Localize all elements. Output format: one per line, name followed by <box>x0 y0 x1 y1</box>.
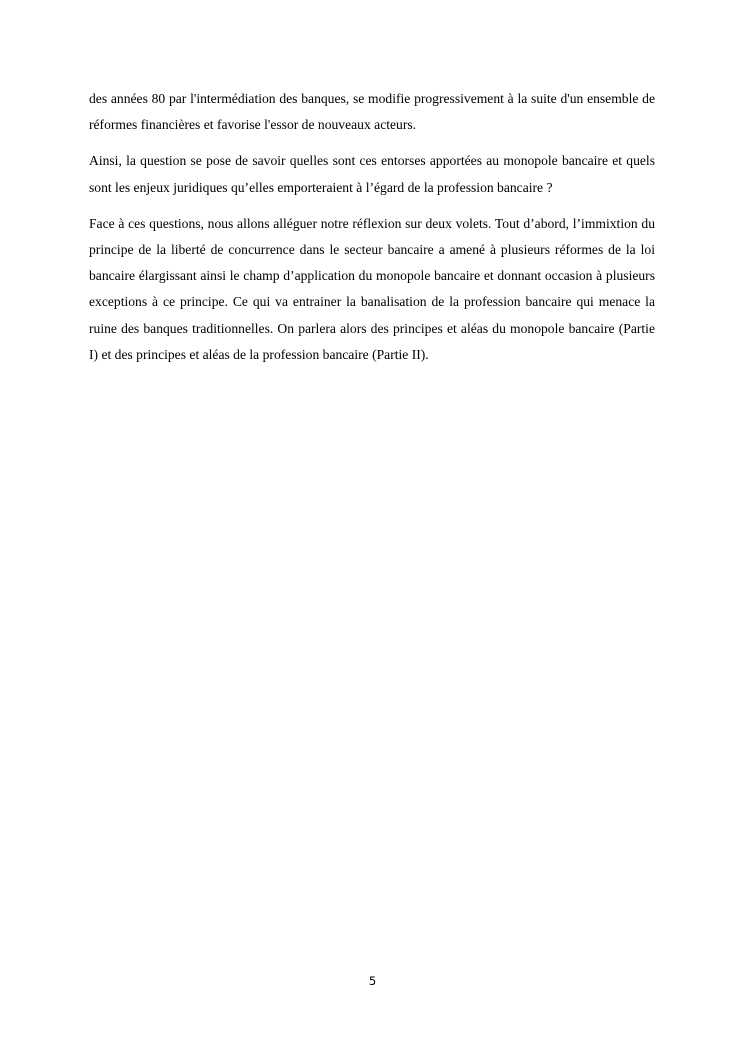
paragraph-plan-announcement: Face à ces questions, nous allons alléguer notre réflexion sur deux volets. Tout d’abord, l’immixtion du principe de la liberté de concurrence dans le secteur bancaire a amené à plusieurs réformes de la loi bancaire élargissant ainsi le champ d’application du monopole bancaire et donnant occasion à plusieurs exceptions à ce principe. Ce qui va entrainer la banalisation de la profession bancaire qui menace la ruine des banques traditionnelles. On parlera alors des principes et aléas du monopole bancaire (Partie I) et des principes et aléas de la profession bancaire (Partie II). <box>89 215 655 362</box>
paragraph-research-question: Ainsi, la question se pose de savoir quelles sont ces entorses apportées au monopole bancaire et quels sont les enjeux juridiques qu’elles emporteraient à l’égard de la profession bancaire ? <box>89 153 655 195</box>
paragraph-continuation: des années 80 par l'intermédiation des banques, se modifie progressivement à la suite d'un ensemble de réformes financières et favorise l'essor de nouveaux acteurs. <box>89 91 655 133</box>
page-number: 5 <box>368 974 377 988</box>
body-text <box>89 86 655 378</box>
